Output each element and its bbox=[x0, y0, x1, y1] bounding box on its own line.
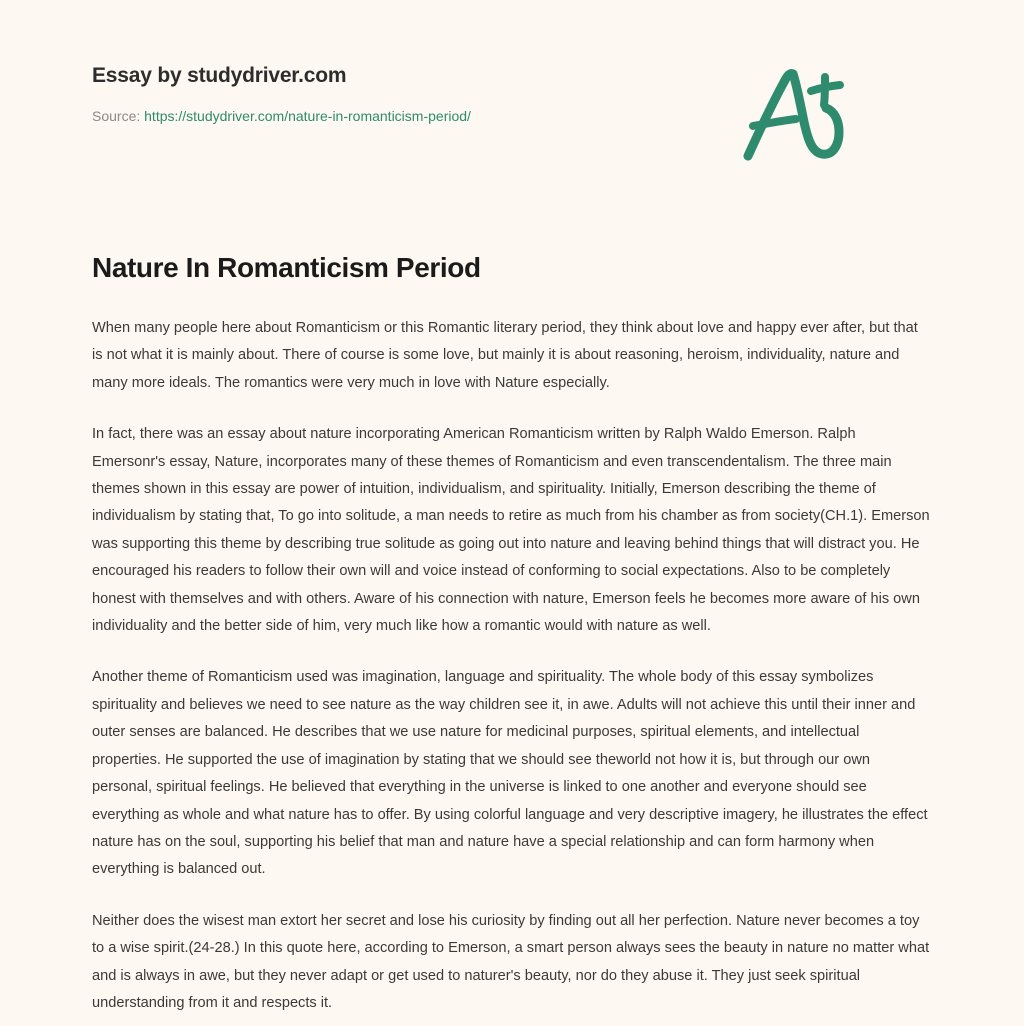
essay-byline: Essay by studydriver.com bbox=[92, 64, 347, 87]
article-body bbox=[0, 315, 1024, 1017]
header-text-block bbox=[92, 62, 471, 126]
page-header bbox=[0, 0, 1024, 164]
a-plus-logo-svg bbox=[736, 64, 854, 164]
article-paragraph: In fact, there was an essay about nature incorporating American Romanticism written by Ralph Waldo Emerson. Ralph Emersonr's essay, Nature, incorporates many of these themes of Romanticism and even transcendentalism. The three main themes shown in this essay are power of intuition, individualism, and spirituality. Initially, Emerson describing the theme of individualism by stating that, To go into solitude, a man needs to retire as much from his chamber as from society(CH.1). Emerson was supporting this theme by describing true solitude as going out into nature and leaving behind things that will distract you. He encouraged his readers to follow their own will and voice instead of conforming to social expectations. Also to be completely honest with themselves and with others. Aware of his connection with nature, Emerson feels he becomes more aware of his own individuality and the better side of him, very much like how a romantic would with nature as well. bbox=[92, 426, 930, 635]
article-paragraph: When many people here about Romanticism or this Romantic literary period, they think about love and happy ever after, but that is not what it is mainly about. There of course is some love, but mainly it is about reasoning, heroism, individuality, nature and many more ideals. The romantics were very much in love with Nature especially. bbox=[92, 320, 918, 391]
source-label: Source: bbox=[92, 108, 141, 124]
a-plus-logo-icon bbox=[736, 64, 854, 164]
source-line bbox=[92, 106, 471, 126]
page-title: Nature In Romanticism Period bbox=[92, 252, 481, 283]
article-paragraph: Neither does the wisest man extort her secret and lose his curiosity by finding out all her perfection. Nature never becomes a toy to a wise spirit.(24-28.) In this quote here, according to Emerson, a smart person always sees the beauty in nature no matter what and is always in awe, but they never adapt or get used to naturer's beauty, nor do they abuse it. They just seek spiritual understanding from it and respects it. bbox=[92, 912, 930, 1011]
source-url-link[interactable]: https://studydriver.com/nature-in-romanticism-period/ bbox=[144, 108, 471, 124]
article-paragraph: Another theme of Romanticism used was imagination, language and spirituality. The whole body of this essay symbolizes spirituality and believes we need to see nature as the way children see it, in awe. Adults will not achieve this until their inner and outer senses are balanced. He describes that we use nature for medicinal purposes, spiritual elements, and intellectual properties. He supported the use of imagination by stating that we should see theworld not how it is, but through our own personal, spiritual feelings. He believed that everything in the universe is linked to one another and everyone should see everything as whole and what nature has to offer. By using colorful language and very descriptive imagery, he illustrates the effect nature has on the soul, supporting his belief that man and nature have a special relationship and can form harmony when everything is balanced out. bbox=[92, 669, 928, 878]
